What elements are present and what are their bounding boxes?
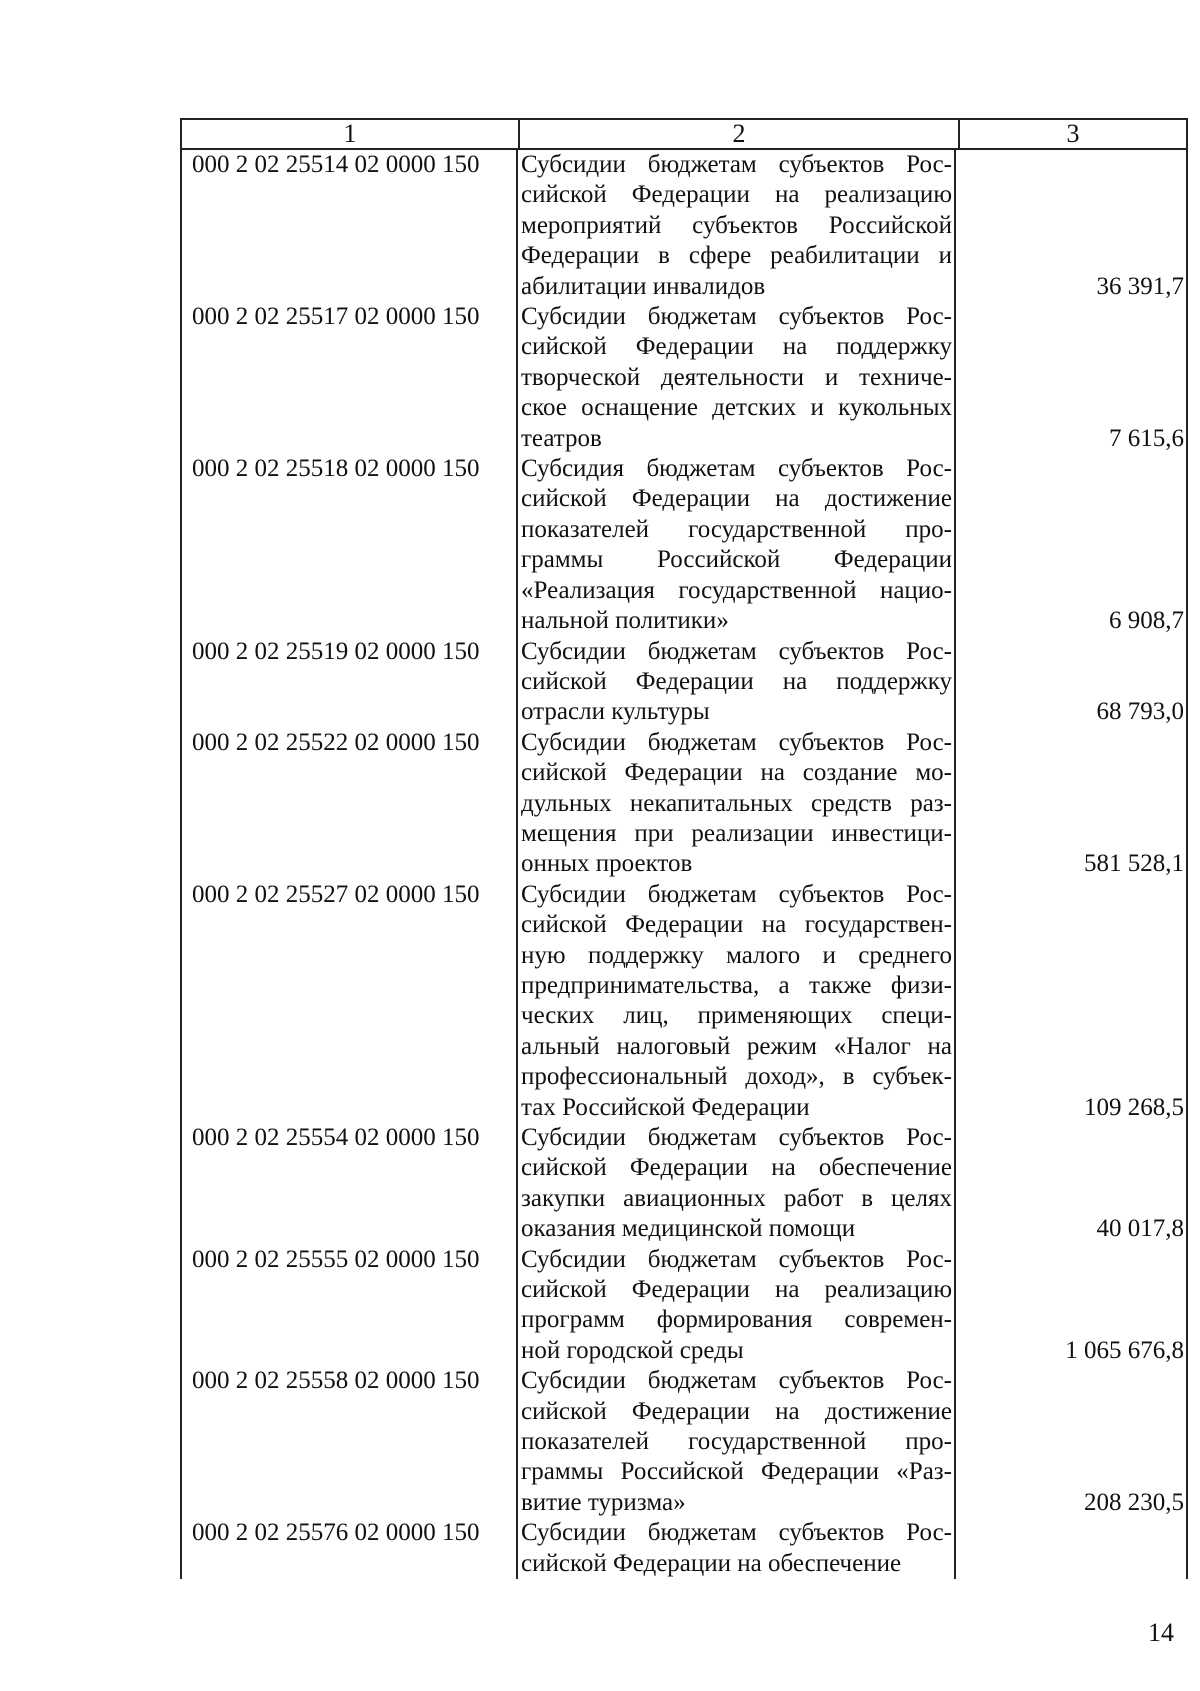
description-line: Субсидии бюджетам субъектов Рос- [521,1124,952,1151]
description-line: нальной политики» [521,607,729,635]
description-line: ское оснащение детских и кукольных [521,394,952,422]
description-line: абилитации инвалидов [521,272,766,300]
table-row [182,1518,1186,1579]
description-line: витие туризма» [521,1488,686,1516]
row-description [518,1518,956,1579]
description-line: мероприятий субъектов Российской [521,211,952,239]
row-description [518,150,956,302]
row-code: 000 2 02 25522 02 0000 150 [182,728,518,880]
description-line: ную поддержку малого и среднего [521,941,952,969]
table-body [180,150,1188,1579]
description-line: предпринимательства, а также физи- [521,971,952,999]
row-amount [956,1518,1186,1579]
description-line: граммы Российской Федерации «Раз- [521,1458,952,1486]
description-line: сийской Федерации на поддержку [521,667,952,695]
description-line: альный налоговый режим «Налог на [521,1032,952,1060]
table-row [182,302,1186,454]
description-line: оказания медицинской помощи [521,1215,856,1243]
description-line: Федерации в сфере реабилитации и [521,242,952,270]
description-line: Субсидии бюджетам субъектов Рос- [521,1367,952,1395]
table-header [180,118,1188,150]
description-line: онных проектов [521,850,693,878]
row-description [518,880,956,1123]
row-amount: 1 065 676,8 [1065,1336,1184,1364]
row-amount: 7 615,6 [1109,424,1184,452]
table-row [182,637,1186,728]
description-line: театров [521,424,602,452]
description-line: Субсидии бюджетам субъектов Рос- [521,728,952,756]
row-code: 000 2 02 25518 02 0000 150 [182,454,518,636]
row-code: 000 2 02 25519 02 0000 150 [182,637,518,728]
description-line: Субсидии бюджетам субъектов Рос- [521,880,952,908]
description-line: Субсидия бюджетам субъектов Рос- [521,455,952,483]
description-line: сийской Федерации на создание мо- [521,759,952,787]
header-col-2: 2 [520,120,960,148]
table-row [182,1366,1186,1518]
row-code: 000 2 02 25554 02 0000 150 [182,1123,518,1245]
table-row [182,150,1186,302]
description-line: сийской Федерации на реализацию [521,1276,952,1304]
description-line: Субсидии бюджетам субъектов Рос- [521,151,952,178]
header-col-3: 3 [1066,119,1080,148]
description-line: сийской Федерации на достижение [521,485,952,513]
description-line: Субсидии бюджетам субъектов Рос- [521,303,952,331]
row-description [518,1366,956,1518]
budget-table [180,118,1188,1579]
description-line: мещения при реализации инвестици- [521,819,952,847]
description-line: Субсидии бюджетам субъектов Рос- [521,1245,952,1273]
row-code: 000 2 02 25514 02 0000 150 [182,150,518,302]
row-amount: 208 230,5 [1084,1488,1184,1516]
row-amount: 36 391,7 [1096,272,1184,300]
table-row [182,454,1186,636]
description-line: сийской Федерации на государствен- [521,911,952,939]
description-line: показателей государственной про- [521,1428,952,1456]
description-line: отрасли культуры [521,698,710,726]
page-number: 14 [1148,1618,1174,1647]
row-description [518,728,956,880]
description-line: сийской Федерации на реализацию [521,181,952,209]
row-code: 000 2 02 25558 02 0000 150 [182,1366,518,1518]
row-amount: 6 908,7 [1109,607,1184,635]
row-amount: 40 017,8 [1096,1215,1184,1243]
row-description [518,454,956,636]
row-amount: 581 528,1 [1084,850,1184,878]
table-row [182,1245,1186,1367]
row-amount: 68 793,0 [1096,698,1184,726]
row-amount: 109 268,5 [1084,1093,1184,1121]
description-line: Субсидии бюджетам субъектов Рос- [521,1519,952,1547]
description-line: Субсидии бюджетам субъектов Рос- [521,637,952,665]
description-line: сийской Федерации на достижение [521,1397,952,1425]
table-row [182,728,1186,880]
description-line: ческих лиц, применяющих специ- [521,1002,952,1030]
description-line: сийской Федерации на обеспечение [521,1154,952,1182]
description-line: тах Российской Федерации [521,1093,810,1121]
row-description [518,1123,956,1245]
row-code: 000 2 02 25527 02 0000 150 [182,880,518,1123]
table-row [182,880,1186,1123]
description-line: дульных некапитальных средств раз- [521,789,952,817]
description-line: сийской Федерации на обеспечение [521,1549,902,1577]
row-code: 000 2 02 25517 02 0000 150 [182,302,518,454]
row-description [518,637,956,728]
description-line: граммы Российской Федерации [521,546,952,574]
description-line: «Реализация государственной нацио- [521,576,952,604]
row-description [518,302,956,454]
description-line: программ формирования современ- [521,1306,952,1334]
description-line: показателей государственной про- [521,515,952,543]
row-code: 000 2 02 25576 02 0000 150 [182,1518,518,1579]
description-line: творческой деятельности и техниче- [521,363,952,391]
description-line: сийской Федерации на поддержку [521,333,952,361]
description-line: ной городской среды [521,1336,744,1364]
description-line: профессиональный доход», в субъек- [521,1063,952,1091]
row-description [518,1245,956,1367]
description-line: закупки авиационных работ в целях [521,1184,952,1212]
row-code: 000 2 02 25555 02 0000 150 [182,1245,518,1367]
header-col-1: 1 [182,120,520,148]
table-row [182,1123,1186,1245]
